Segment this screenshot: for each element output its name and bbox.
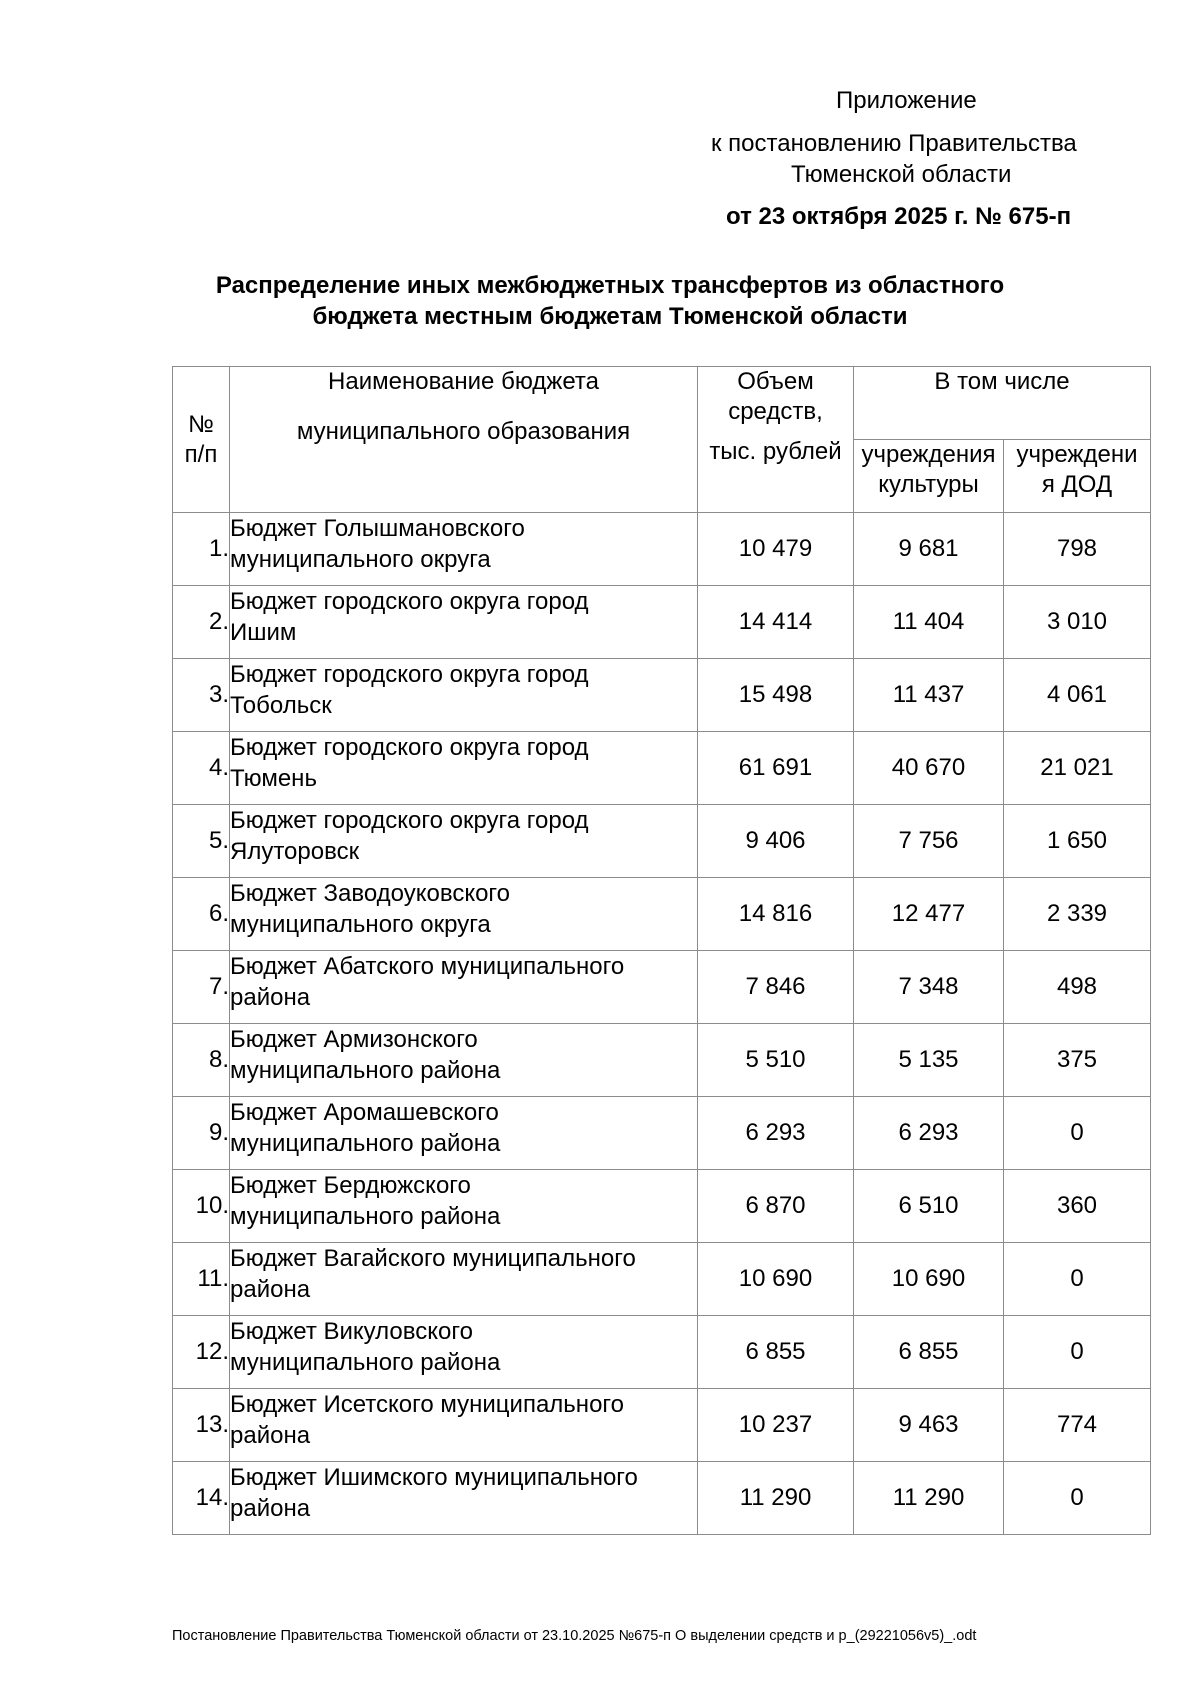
table-row	[173, 1462, 1151, 1535]
row-culture-amount: 9 463	[854, 1389, 1004, 1462]
row-dod-amount: 360	[1004, 1170, 1151, 1243]
row-name-line-1: Бюджет Бердюжского	[230, 1172, 471, 1199]
row-number: 13.	[173, 1389, 230, 1462]
row-name-line-2: Тобольск	[230, 692, 332, 719]
row-name-line-1: Бюджет Голышмановского	[230, 515, 525, 542]
row-name-line-1: Бюджет городского округа город	[230, 588, 589, 615]
row-name-line-2: Ялуторовск	[230, 838, 360, 865]
header-volume	[698, 367, 854, 513]
header-culture-line-2: культуры	[878, 471, 979, 498]
row-dod-amount: 375	[1004, 1024, 1151, 1097]
row-dod-amount: 798	[1004, 513, 1151, 586]
row-culture-amount: 11 437	[854, 659, 1004, 732]
row-total-volume: 10 479	[698, 513, 854, 586]
row-budget-name	[230, 659, 698, 732]
header-culture-line-1: учреждения	[861, 441, 996, 468]
table-row	[173, 805, 1151, 878]
title-line-2: бюджета местным бюджетам Тюменской области	[312, 303, 908, 330]
table-row	[173, 1097, 1151, 1170]
row-number: 8.	[173, 1024, 230, 1097]
row-name-line-1: Бюджет Викуловского	[230, 1318, 473, 1345]
row-total-volume: 11 290	[698, 1462, 854, 1535]
row-number: 14.	[173, 1462, 230, 1535]
resolution-line-1: к постановлению Правительства	[711, 130, 1077, 157]
resolution-line-2: Тюменской области	[791, 161, 1012, 188]
row-dod-amount: 0	[1004, 1462, 1151, 1535]
row-total-volume: 6 855	[698, 1316, 854, 1389]
row-name-line-1: Бюджет Вагайского муниципального	[230, 1245, 636, 1272]
row-dod-amount: 1 650	[1004, 805, 1151, 878]
row-name-line-1: Бюджет городского округа город	[230, 807, 589, 834]
table-row	[173, 1316, 1151, 1389]
row-culture-amount: 11 290	[854, 1462, 1004, 1535]
header-number-line-2: п/п	[184, 440, 218, 468]
row-name-line-2: муниципального района	[230, 1203, 501, 1230]
row-budget-name	[230, 732, 698, 805]
row-dod-amount: 498	[1004, 951, 1151, 1024]
row-dod-amount: 21 021	[1004, 732, 1151, 805]
table-row	[173, 1024, 1151, 1097]
row-name-line-1: Бюджет Заводоуковского	[230, 880, 511, 907]
header-including: В том числе	[854, 367, 1151, 440]
row-budget-name	[230, 1024, 698, 1097]
row-number: 5.	[173, 805, 230, 878]
row-number: 9.	[173, 1097, 230, 1170]
row-name-line-2: района	[230, 1422, 311, 1449]
row-budget-name	[230, 951, 698, 1024]
row-name-line-1: Бюджет Аромашевского	[230, 1099, 499, 1126]
row-budget-name	[230, 1389, 698, 1462]
row-culture-amount: 6 293	[854, 1097, 1004, 1170]
resolution-date-number: от 23 октября 2025 г. № 675-п	[726, 203, 1072, 230]
row-culture-amount: 12 477	[854, 878, 1004, 951]
table-row	[173, 1243, 1151, 1316]
row-name-line-1: Бюджет городского округа город	[230, 661, 589, 688]
row-dod-amount: 2 339	[1004, 878, 1151, 951]
table-body	[173, 513, 1151, 1535]
header-culture	[854, 440, 1004, 513]
row-total-volume: 6 870	[698, 1170, 854, 1243]
row-budget-name	[230, 1462, 698, 1535]
appendix-label: Приложение	[836, 87, 977, 114]
table-row	[173, 659, 1151, 732]
row-budget-name	[230, 513, 698, 586]
header-budget-name	[230, 367, 698, 513]
row-culture-amount: 7 348	[854, 951, 1004, 1024]
footer-file-reference: Постановление Правительства Тюменской области от 23.10.2025 №675-п О выделении средств и р_(29221056v5)_.odt	[172, 1628, 977, 1644]
document-title	[180, 270, 1040, 332]
row-name-line-2: муниципального района	[230, 1057, 501, 1084]
row-total-volume: 61 691	[698, 732, 854, 805]
row-budget-name	[230, 805, 698, 878]
row-name-line-2: муниципального района	[230, 1349, 501, 1376]
row-budget-name	[230, 1170, 698, 1243]
row-total-volume: 5 510	[698, 1024, 854, 1097]
header-name-line-2: муниципального образования	[296, 418, 631, 445]
row-name-line-2: Тюмень	[230, 765, 317, 792]
row-number: 1.	[173, 513, 230, 586]
row-total-volume: 7 846	[698, 951, 854, 1024]
row-name-line-2: Ишим	[230, 619, 297, 646]
row-number: 3.	[173, 659, 230, 732]
row-culture-amount: 6 855	[854, 1316, 1004, 1389]
row-name-line-2: района	[230, 1495, 311, 1522]
header-dod	[1004, 440, 1151, 513]
header-volume-line-1: Объем	[737, 368, 814, 395]
row-name-line-2: района	[230, 984, 311, 1011]
row-name-line-2: района	[230, 1276, 311, 1303]
table-row	[173, 513, 1151, 586]
title-line-1: Распределение иных межбюджетных трансфертов из областного	[215, 272, 1005, 299]
transfers-table	[172, 366, 1151, 1535]
header-volume-line-2: средств,	[728, 398, 823, 425]
row-name-line-2: муниципального округа	[230, 911, 491, 938]
row-total-volume: 10 237	[698, 1389, 854, 1462]
row-culture-amount: 11 404	[854, 586, 1004, 659]
row-total-volume: 15 498	[698, 659, 854, 732]
header-volume-line-3: тыс. рублей	[709, 438, 842, 465]
row-culture-amount: 6 510	[854, 1170, 1004, 1243]
row-number: 4.	[173, 732, 230, 805]
row-total-volume: 9 406	[698, 805, 854, 878]
table-row	[173, 1170, 1151, 1243]
row-name-line-1: Бюджет городского округа город	[230, 734, 589, 761]
row-number: 7.	[173, 951, 230, 1024]
header-number	[173, 367, 230, 513]
row-total-volume: 10 690	[698, 1243, 854, 1316]
row-dod-amount: 0	[1004, 1316, 1151, 1389]
row-budget-name	[230, 586, 698, 659]
row-number: 10.	[173, 1170, 230, 1243]
header-name-line-1: Наименование бюджета	[328, 368, 599, 395]
header-number-line-1: №	[188, 410, 214, 438]
row-dod-amount: 0	[1004, 1243, 1151, 1316]
row-number: 12.	[173, 1316, 230, 1389]
row-dod-amount: 4 061	[1004, 659, 1151, 732]
row-culture-amount: 9 681	[854, 513, 1004, 586]
row-name-line-2: муниципального района	[230, 1130, 501, 1157]
table-row	[173, 732, 1151, 805]
table-row	[173, 951, 1151, 1024]
table-row	[173, 1389, 1151, 1462]
row-number: 11.	[173, 1243, 230, 1316]
table-row	[173, 878, 1151, 951]
row-culture-amount: 7 756	[854, 805, 1004, 878]
row-number: 2.	[173, 586, 230, 659]
row-name-line-1: Бюджет Абатского муниципального	[230, 953, 625, 980]
row-name-line-1: Бюджет Исетского муниципального	[230, 1391, 624, 1418]
row-total-volume: 14 816	[698, 878, 854, 951]
row-culture-amount: 40 670	[854, 732, 1004, 805]
table-row	[173, 586, 1151, 659]
header-dod-line-2: я ДОД	[1041, 471, 1113, 498]
row-total-volume: 6 293	[698, 1097, 854, 1170]
row-total-volume: 14 414	[698, 586, 854, 659]
row-dod-amount: 0	[1004, 1097, 1151, 1170]
row-culture-amount: 5 135	[854, 1024, 1004, 1097]
row-name-line-1: Бюджет Ишимского муниципального	[230, 1464, 638, 1491]
row-number: 6.	[173, 878, 230, 951]
row-budget-name	[230, 1243, 698, 1316]
row-name-line-2: муниципального округа	[230, 546, 491, 573]
row-dod-amount: 774	[1004, 1389, 1151, 1462]
row-budget-name	[230, 1097, 698, 1170]
header-dod-line-1: учреждени	[1016, 441, 1138, 468]
row-budget-name	[230, 878, 698, 951]
row-name-line-1: Бюджет Армизонского	[230, 1026, 478, 1053]
row-dod-amount: 3 010	[1004, 586, 1151, 659]
row-culture-amount: 10 690	[854, 1243, 1004, 1316]
row-budget-name	[230, 1316, 698, 1389]
